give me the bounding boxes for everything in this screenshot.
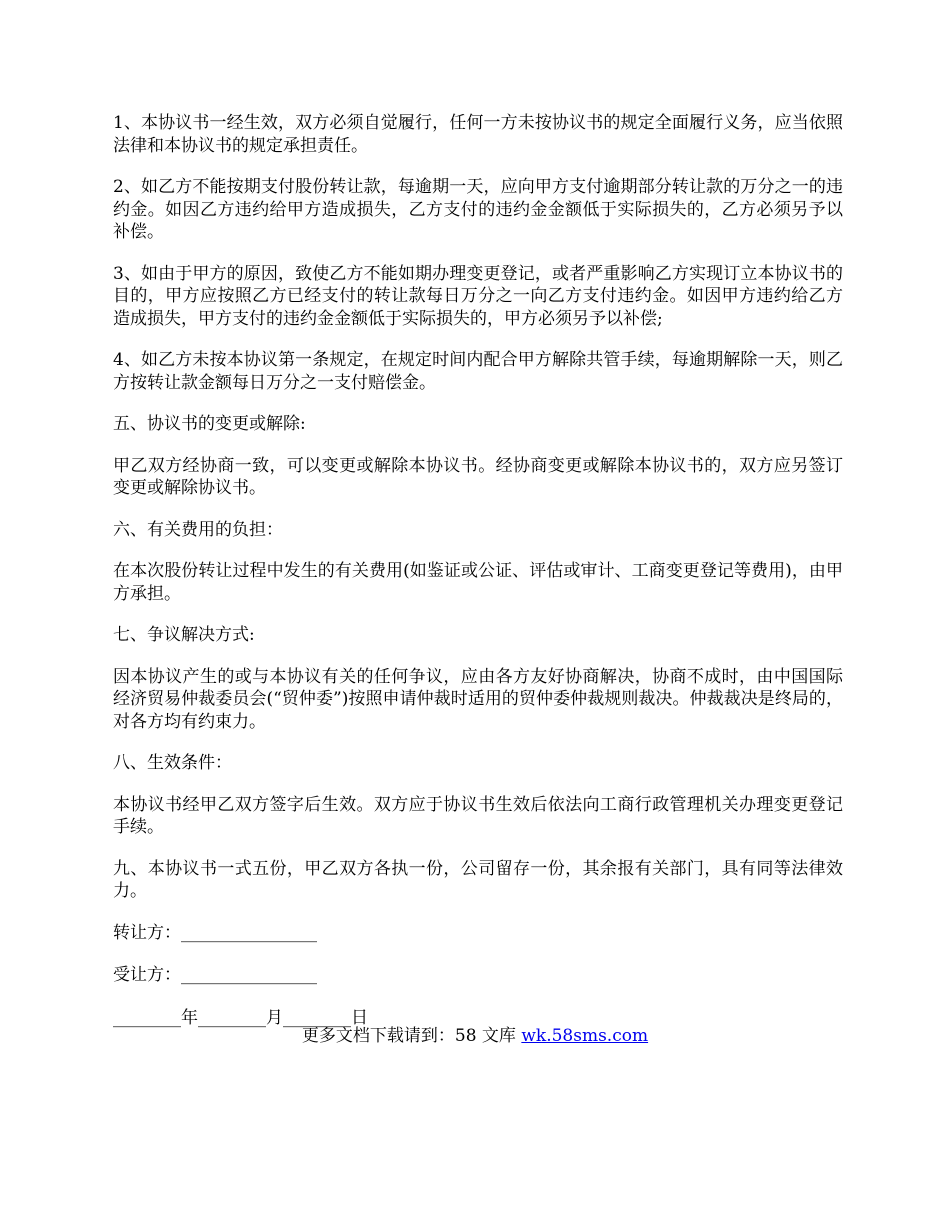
footer-link[interactable]: wk.58sms.com (521, 1026, 649, 1046)
section-heading-amendment: 五、协议书的变更或解除: (113, 414, 306, 434)
clause-paragraph: 3、如由于甲方的原因，致使乙方不能如期办理变更登记，或者严重影响乙方实现订立本协议书的目的，甲方应按照乙方已经支付的转让款每日万分之一向乙方支付违约金。如因甲方违约给乙方造成损失，甲方支付的违约金金额低于实际损失的，甲方必须另予以补偿; (113, 263, 843, 329)
transferee-signature-line: 受让方：________________ (113, 965, 317, 985)
section-body-dispute: 因本协议产生的或与本协议有关的任何争议，应由各方友好协商解决，协商不成时，由中国国际经济贸易仲裁委员会(“贸仲委”)按照申请仲裁时适用的贸仲委仲裁规则裁决。仲裁裁决是终局的，对各方均有约束力。 (113, 666, 843, 732)
clause-paragraph: 4、如乙方未按本协议第一条规定，在规定时间内配合甲方解除共管手续，每逾期解除一天，则乙方按转让款金额每日万分之一支付赔偿金。 (113, 350, 843, 393)
transferor-signature-line: 转让方：________________ (113, 922, 317, 943)
document-body (113, 112, 843, 1049)
section-body-effectiveness: 本协议书经甲乙双方签字后生效。双方应于协议书生效后依法向工商行政管理机关办理变更登记手续。 (113, 794, 843, 837)
section-heading-effectiveness: 八、生效条件： (113, 753, 232, 773)
section-copies: 九、本协议书一式五份，甲乙双方各执一份，公司留存一份，其余报有关部门，具有同等法律效力。 (113, 858, 843, 901)
footer-prefix: 更多文档下载请到：58 文库 (301, 1026, 522, 1046)
section-heading-dispute: 七、争议解决方式: (113, 625, 255, 645)
clause-paragraph: 1、本协议书一经生效，双方必须自觉履行，任何一方未按协议书的规定全面履行义务，应当依照法律和本协议书的规定承担责任。 (113, 113, 843, 156)
section-heading-expenses: 六、有关费用的负担： (113, 519, 283, 540)
section-body-amendment: 甲乙双方经协商一致，可以变更或解除本协议书。经协商变更或解除本协议书的，双方应另签订变更或解除协议书。 (113, 455, 843, 498)
clause-paragraph: 2、如乙方不能按期支付股份转让款，每逾期一天，应向甲方支付逾期部分转让款的万分之一的违约金。如因乙方违约给甲方造成损失，乙方支付的违约金金额低于实际损失的，乙方必须另予以补偿。 (113, 177, 843, 242)
section-body-expenses: 在本次股份转让过程中发生的有关费用(如鉴证或公证、评估或审计、工商变更登记等费用)，由甲方承担。 (113, 561, 843, 604)
footer (0, 1025, 950, 1047)
date-line: ________年________月________日 (113, 1007, 368, 1028)
